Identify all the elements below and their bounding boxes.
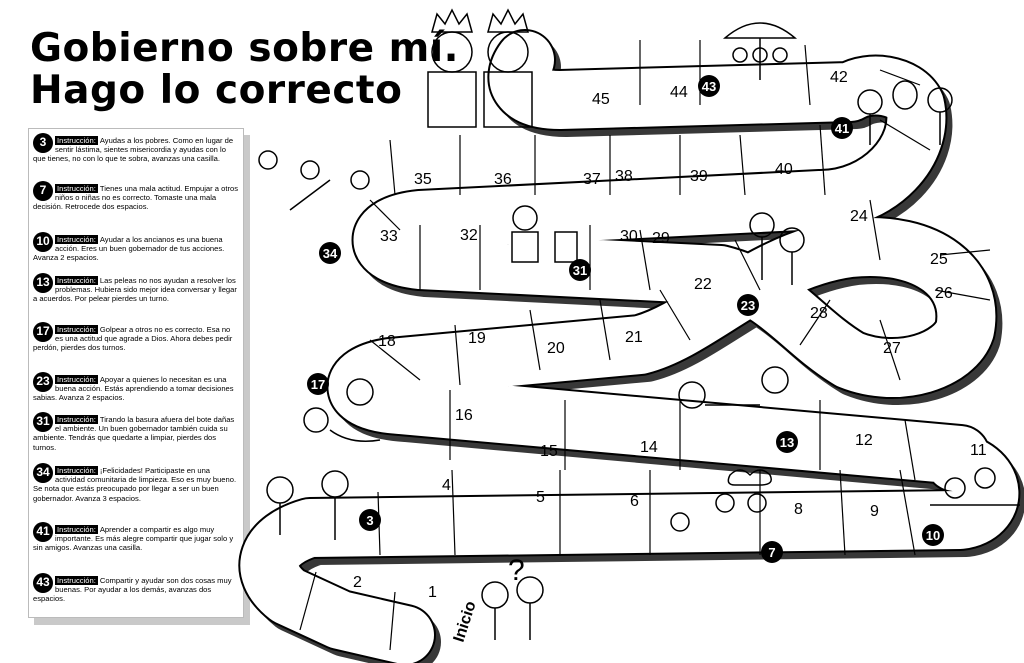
special-marker-13 — [776, 431, 798, 453]
square-35: 35 — [414, 171, 432, 188]
title-line-1: Gobierno sobre mí. — [30, 26, 459, 71]
svg-text:43: 43 — [701, 79, 717, 94]
square-9: 9 — [870, 503, 879, 520]
special-marker-7 — [761, 541, 783, 563]
square-16: 16 — [455, 407, 473, 424]
instruction-label: Instrucción: — [57, 415, 96, 424]
svg-text:31: 31 — [572, 263, 588, 278]
svg-text:10: 10 — [925, 528, 941, 543]
square-32: 32 — [460, 227, 478, 244]
square-6: 6 — [630, 493, 639, 510]
instruction-text: Compartir y ayudar son dos cosas muy buenas. Por ayudar a los demás, avanzas dos espacios. — [33, 576, 232, 604]
square-2: 2 — [353, 574, 362, 591]
square-28: 28 — [810, 305, 828, 322]
instruction-number: 17 — [33, 322, 53, 342]
square-22: 22 — [694, 276, 712, 293]
special-marker-34 — [319, 242, 341, 264]
question-mark: ? — [508, 554, 525, 587]
square-20: 20 — [547, 340, 565, 357]
special-marker-23 — [737, 294, 759, 316]
instruction-text: Tirando la basura afuera del bote dañas el ambiente. Un buen gobernador también cuida su ambiente. Tendrás que quedarte a limpiar, pierdes dos turnos. — [33, 415, 235, 452]
svg-text:7: 7 — [768, 545, 776, 560]
square-24: 24 — [850, 208, 868, 225]
instruction-number: 34 — [33, 463, 53, 483]
svg-text:23: 23 — [740, 298, 756, 313]
special-marker-10 — [922, 524, 944, 546]
square-5: 5 — [536, 489, 545, 506]
square-40: 40 — [775, 161, 793, 178]
square-39: 39 — [690, 168, 708, 185]
square-18: 18 — [378, 333, 396, 350]
instruction-text: Apoyar a quienes lo necesitan es una buena acción. Estás aprendiendo a tomar decisiones sabias. Avanza 2 espacios. — [33, 375, 234, 403]
title-line-2: Hago lo correcto — [30, 68, 403, 113]
square-19: 19 — [468, 330, 486, 347]
svg-text:3: 3 — [366, 513, 374, 528]
svg-text:34: 34 — [322, 246, 338, 261]
instruction-number: 23 — [33, 372, 53, 392]
special-marker-17 — [307, 373, 329, 395]
instruction-label: Instrucción: — [57, 184, 96, 193]
special-marker-3 — [359, 509, 381, 531]
square-30: 30 — [620, 228, 638, 245]
square-45: 45 — [592, 91, 610, 108]
instruction-label: Instrucción: — [57, 235, 96, 244]
square-37: 37 — [583, 171, 601, 188]
square-1: 1 — [428, 584, 437, 601]
square-29: 29 — [652, 230, 670, 247]
instruction-label: Instrucción: — [57, 325, 96, 334]
square-36: 36 — [494, 171, 512, 188]
instruction-label: Instrucción: — [57, 466, 96, 475]
instruction-label: Instrucción: — [57, 375, 96, 384]
cleaning-kids-illustration — [259, 151, 369, 210]
square-11: 11 — [970, 442, 987, 459]
instruction-text: ¡Felicidades! Participaste en una actividad comunitaria de limpieza. Eso es muy bueno. Se nota que estás preocupado por llegar a ser un buen gobernador. Avanza 3 espacios. — [33, 466, 237, 503]
instruction-number: 10 — [33, 232, 53, 252]
instruction-label: Instrucción: — [57, 136, 96, 145]
instruction-text: Ayudar a los ancianos es una buena acción. Eres un buen gobernador de tus acciones. Avanza 2 espacios. — [33, 235, 225, 263]
instruction-label: Instrucción: — [57, 276, 96, 285]
instruction-text: Las peleas no nos ayudan a resolver los problemas. Hubiera sido mejor idea conversar y llegar a acuerdos. Por pelear pierdes un turno. — [33, 276, 237, 304]
square-12: 12 — [855, 432, 873, 449]
instruction-label: Instrucción: — [57, 525, 96, 534]
square-27: 27 — [883, 340, 901, 357]
square-33: 33 — [380, 228, 398, 245]
square-15: 15 — [540, 443, 558, 460]
instruction-number: 31 — [33, 412, 53, 432]
square-26: 26 — [935, 285, 953, 302]
instruction-text: Golpear a otros no es correcto. Esa no es una actitud que agrade a Dios. Ahora debes pedir perdón, pierdes dos turnos. — [33, 325, 233, 353]
square-8: 8 — [794, 501, 803, 518]
square-44: 44 — [670, 84, 688, 101]
svg-text:41: 41 — [834, 121, 850, 136]
instruction-number: 13 — [33, 273, 53, 293]
svg-text:17: 17 — [310, 377, 326, 392]
instruction-text: Aprender a compartir es algo muy importante. Es más alegre compartir que jugar solo y sin amigos. Avanzas una casilla. — [33, 525, 234, 553]
square-21: 21 — [625, 329, 643, 346]
square-25: 25 — [930, 251, 948, 268]
start-label: Inicio — [450, 599, 480, 645]
instruction-number: 3 — [33, 133, 53, 153]
instruction-number: 41 — [33, 522, 53, 542]
instruction-number: 43 — [33, 573, 53, 593]
square-38: 38 — [615, 168, 633, 185]
special-marker-41 — [831, 117, 853, 139]
svg-text:13: 13 — [779, 435, 795, 450]
instruction-text: Ayudas a los pobres. Como en lugar de sentir lástima, sientes misericordia y ayudas con lo que tienes, no con lo que te sobra, avanzas una casilla. — [33, 136, 234, 164]
square-14: 14 — [640, 439, 658, 456]
instruction-number: 7 — [33, 181, 53, 201]
square-42: 42 — [830, 69, 848, 86]
instruction-text: Tienes una mala actitud. Empujar a otros niños o niñas no es correcto. Tomaste una mala decisión. Retrocede dos espacios. — [33, 184, 239, 212]
square-4: 4 — [442, 477, 451, 494]
special-marker-43 — [698, 75, 720, 97]
instruction-label: Instrucción: — [57, 576, 96, 585]
